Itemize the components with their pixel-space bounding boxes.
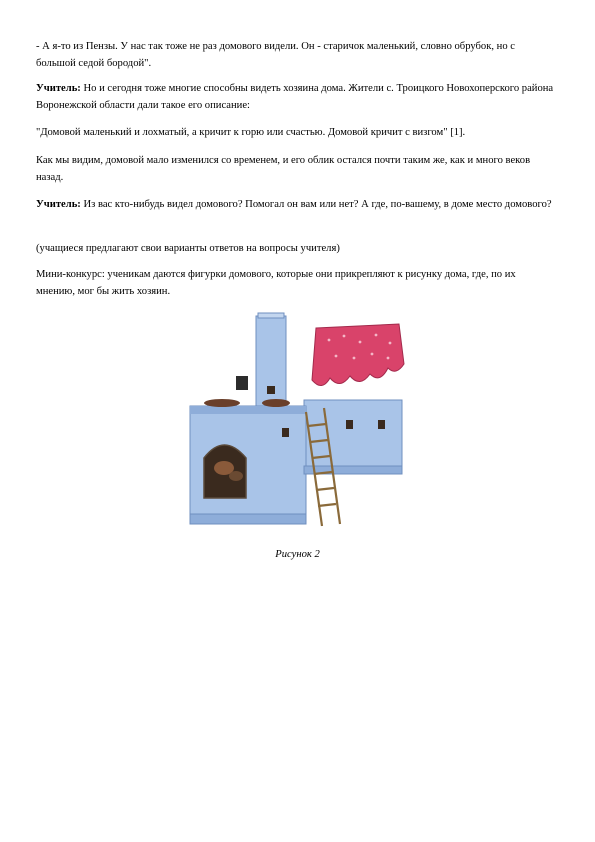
paragraph-quote: "Домовой маленький и лохматый, а кричит к горю или счастью. Домовой кричит с визгом" [1].: [36, 127, 466, 138]
speaker-label: Учитель:: [36, 199, 81, 210]
paragraph-conclusion: Как мы видим, домовой мало изменился со временем, и его облик остался почти таким же, как и много веков назад.: [36, 155, 531, 183]
figure-caption: Рисунок 2: [275, 549, 320, 560]
paragraph-teacher-1: [36, 80, 556, 114]
paragraph-teacher-2: [36, 196, 556, 213]
paragraph-mini-contest: Мини-конкурс: ученикам даются фигурки домового, которые они прикрепляют к рисунку дома, где, по их мнению, мог бы жить хозяин.: [36, 269, 516, 297]
paragraph-penza: - А я-то из Пензы. У нас так тоже не раз домового видели. Он - старичок маленький, словно обрубок, но с большой седой бородой".: [36, 41, 515, 69]
curtain: [312, 324, 404, 386]
stove-bench: [304, 400, 402, 470]
paragraph-students: (учащиеся предлагают свои варианты ответов на вопросы учителя): [36, 243, 340, 254]
paragraph-text: Но и сегодня тоже многие способны видеть хозяина дома. Жители с. Троицкого Новохоперского района Воронежской области дали такое его описание:: [36, 83, 554, 111]
speaker-label: Учитель:: [36, 83, 81, 94]
stove-illustration: [184, 308, 414, 536]
paragraph-text: Из вас кто-нибудь видел домового? Помогал он вам или нет? А где, по-вашему, в доме место домового?: [80, 199, 552, 210]
